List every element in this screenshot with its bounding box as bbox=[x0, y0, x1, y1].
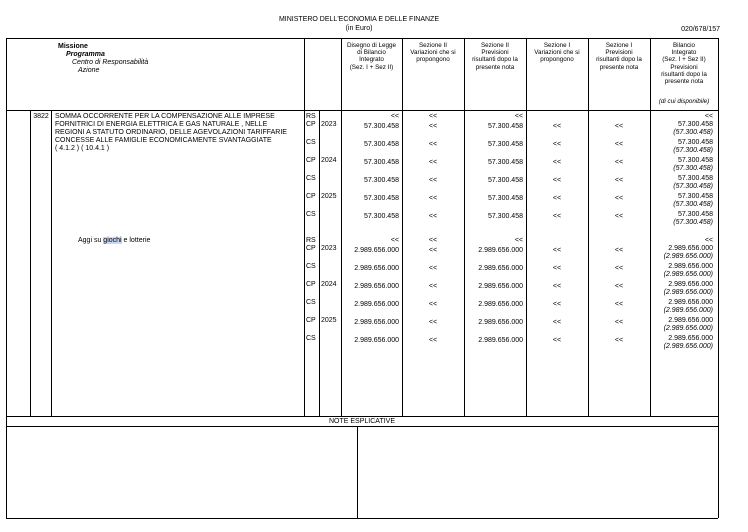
cell-sez1-previsioni: << bbox=[614, 283, 624, 290]
cell-sez2-previsioni: << bbox=[514, 113, 523, 120]
cell-disegno: 57.300.458 bbox=[363, 159, 399, 166]
cell-disegno: 2.989.656.000 bbox=[354, 337, 399, 344]
cell-disegno: 57.300.458 bbox=[363, 141, 399, 148]
cell-sez2-variazioni: << bbox=[428, 123, 438, 130]
cell-bilancio: << bbox=[704, 113, 713, 120]
cell-bilancio: 57.300.458 bbox=[677, 157, 713, 164]
cell-bilancio-disponibile: (57.300.458) bbox=[673, 201, 713, 208]
cell-sez1-previsioni: << bbox=[614, 123, 624, 130]
cell-bilancio: 57.300.458 bbox=[677, 139, 713, 146]
cell-bilancio: 57.300.458 bbox=[677, 211, 713, 218]
cell-sez1-variazioni: << bbox=[552, 319, 562, 326]
cell-bilancio-disponibile: (57.300.458) bbox=[673, 129, 713, 136]
cell-bilancio-disponibile: (57.300.458) bbox=[673, 147, 713, 154]
cell-bilancio: 2.989.656.000 bbox=[668, 263, 713, 270]
col-divider bbox=[402, 38, 403, 416]
cell-disegno: << bbox=[390, 113, 399, 120]
cell-sez1-previsioni: << bbox=[614, 337, 624, 344]
cell-sez1-variazioni: << bbox=[552, 213, 562, 220]
cell-sez2-previsioni: 2.989.656.000 bbox=[478, 283, 523, 290]
table-top-border bbox=[6, 38, 718, 39]
currency-unit: (in Euro) bbox=[345, 25, 373, 32]
row-type-label: CP bbox=[306, 245, 316, 252]
header-sez2-variazioni: Sezione II Variazioni che si propongono bbox=[410, 42, 456, 64]
cell-bilancio-disponibile: (2.989.656.000) bbox=[663, 325, 713, 332]
cell-sez1-variazioni: << bbox=[552, 283, 562, 290]
cell-sez2-previsioni: 57.300.458 bbox=[487, 195, 523, 202]
row-type-label: CS bbox=[306, 335, 316, 342]
row-year: 2024 bbox=[321, 157, 337, 164]
col-divider bbox=[304, 38, 305, 416]
col-divider bbox=[526, 38, 527, 416]
cell-bilancio: 2.989.656.000 bbox=[668, 335, 713, 342]
row-year: 2023 bbox=[321, 245, 337, 252]
cell-sez1-variazioni: << bbox=[552, 177, 562, 184]
row-type-label: CP bbox=[306, 281, 316, 288]
chapter-description: SOMMA OCCORRENTE PER LA COMPENSAZIONE ALLE IMPRESE FORNITRICI DI ENERGIA ELETTRICA E GAS NATURALE , NELLE REGIONI A STATUTO ORDINARIO, DELLE AGEVOLAZIONI TARIFFARIE CONCESSE ALLE FAMIGLIE ECONOMICAMENTE SVANTAGGIATE ( 4.1.2 ) ( 10.4.1 ) bbox=[55, 113, 287, 152]
cell-sez2-variazioni: << bbox=[428, 265, 438, 272]
row-year: 2023 bbox=[321, 121, 337, 128]
header-disegno: Disegno di Legge di Bilancio Integrato (Sez. I + Sez II) bbox=[346, 42, 396, 71]
cell-sez1-variazioni: << bbox=[552, 159, 562, 166]
row-year: 2025 bbox=[321, 317, 337, 324]
cell-bilancio-disponibile: (57.300.458) bbox=[673, 219, 713, 226]
search-highlight: giochi bbox=[103, 237, 122, 244]
header-disponibile: (di cui disponibile) bbox=[658, 98, 710, 105]
notes-title: NOTE ESPLICATIVE bbox=[329, 418, 395, 425]
cell-sez1-previsioni: << bbox=[614, 195, 624, 202]
cell-sez1-previsioni: << bbox=[614, 247, 624, 254]
col-divider bbox=[30, 110, 31, 416]
header-sez1-variazioni: Sezione I Variazioni che si propongono bbox=[534, 42, 580, 64]
right-border bbox=[718, 38, 719, 518]
row-type-label: CS bbox=[306, 175, 316, 182]
ministry-title: MINISTERO DELL'ECONOMIA E DELLE FINANZE bbox=[278, 16, 440, 23]
chapter-number: 3822 bbox=[33, 113, 49, 120]
header-centro: Centro di Responsabilità bbox=[72, 59, 149, 66]
row-year: 2025 bbox=[321, 193, 337, 200]
cell-bilancio: 57.300.458 bbox=[677, 175, 713, 182]
cell-disegno: 2.989.656.000 bbox=[354, 283, 399, 290]
cell-bilancio-disponibile: (2.989.656.000) bbox=[663, 289, 713, 296]
row-type-label: CP bbox=[306, 193, 316, 200]
header-sez1-previsioni: Sezione I Previsioni risultanti dopo la presente nota bbox=[596, 42, 642, 71]
cell-sez2-variazioni: << bbox=[428, 301, 438, 308]
cell-bilancio-disponibile: (57.300.458) bbox=[673, 183, 713, 190]
cell-sez2-variazioni: << bbox=[428, 159, 438, 166]
header-bottom-border bbox=[6, 110, 718, 111]
cell-sez1-previsioni: << bbox=[614, 213, 624, 220]
header-missione: Missione bbox=[58, 43, 88, 50]
row-type-label: RS bbox=[306, 237, 316, 244]
cell-sez1-variazioni: << bbox=[552, 195, 562, 202]
cell-bilancio: 2.989.656.000 bbox=[668, 299, 713, 306]
col-divider bbox=[51, 110, 52, 416]
cell-sez1-previsioni: << bbox=[614, 265, 624, 272]
body-bottom-border bbox=[6, 416, 718, 417]
col-divider bbox=[588, 38, 589, 416]
cell-bilancio-disponibile: (2.989.656.000) bbox=[663, 343, 713, 350]
cell-sez2-previsioni: 2.989.656.000 bbox=[478, 337, 523, 344]
cell-sez2-previsioni: 57.300.458 bbox=[487, 159, 523, 166]
cell-sez2-previsioni: 57.300.458 bbox=[487, 123, 523, 130]
cell-sez2-variazioni: << bbox=[428, 283, 438, 290]
header-sez2-previsioni: Sezione II Previsioni risultanti dopo la presente nota bbox=[472, 42, 518, 71]
col-divider bbox=[464, 38, 465, 416]
row-year: 2024 bbox=[321, 281, 337, 288]
cell-sez2-variazioni: << bbox=[428, 141, 438, 148]
cell-sez2-variazioni: << bbox=[428, 177, 438, 184]
cell-bilancio-disponibile: (2.989.656.000) bbox=[663, 253, 713, 260]
cell-sez1-previsioni: << bbox=[614, 177, 624, 184]
notes-right-area bbox=[358, 427, 718, 518]
cell-sez1-previsioni: << bbox=[614, 159, 624, 166]
notes-left-area bbox=[6, 427, 357, 518]
cell-sez2-variazioni: << bbox=[428, 247, 438, 254]
row-type-label: CS bbox=[306, 211, 316, 218]
row-type-label: CP bbox=[306, 121, 316, 128]
cell-bilancio-disponibile: (57.300.458) bbox=[673, 165, 713, 172]
document-code: 020/678/157 bbox=[681, 26, 720, 33]
cell-sez1-variazioni: << bbox=[552, 337, 562, 344]
cell-disegno: 2.989.656.000 bbox=[354, 301, 399, 308]
cell-sez1-previsioni: << bbox=[614, 301, 624, 308]
cell-sez2-previsioni: 57.300.458 bbox=[487, 177, 523, 184]
cell-disegno: 57.300.458 bbox=[363, 213, 399, 220]
row-type-label: RS bbox=[306, 113, 316, 120]
cell-sez2-previsioni: 2.989.656.000 bbox=[478, 301, 523, 308]
col-divider bbox=[341, 38, 342, 416]
row-type-label: CS bbox=[306, 299, 316, 306]
cell-sez2-variazioni: << bbox=[428, 337, 438, 344]
cell-sez2-previsioni: 57.300.458 bbox=[487, 213, 523, 220]
cell-sez2-variazioni: << bbox=[428, 319, 438, 326]
row-type-label: CS bbox=[306, 139, 316, 146]
row-type-label: CS bbox=[306, 263, 316, 270]
row-type-label: CP bbox=[306, 317, 316, 324]
table-bottom-border bbox=[6, 518, 718, 519]
cell-sez1-variazioni: << bbox=[552, 141, 562, 148]
cell-sez2-variazioni: << bbox=[428, 237, 438, 244]
header-programma: Programma bbox=[66, 51, 105, 58]
cell-sez2-previsioni: 2.989.656.000 bbox=[478, 319, 523, 326]
cell-disegno: 2.989.656.000 bbox=[354, 247, 399, 254]
cell-sez2-previsioni: 2.989.656.000 bbox=[478, 265, 523, 272]
cell-bilancio: 57.300.458 bbox=[677, 121, 713, 128]
cell-sez2-variazioni: << bbox=[428, 213, 438, 220]
cell-sez1-variazioni: << bbox=[552, 247, 562, 254]
cell-sez1-previsioni: << bbox=[614, 141, 624, 148]
col-divider bbox=[650, 38, 651, 416]
cell-disegno: 57.300.458 bbox=[363, 177, 399, 184]
header-azione: Azione bbox=[78, 67, 100, 74]
cell-bilancio: 57.300.458 bbox=[677, 193, 713, 200]
header-bilancio: Bilancio Integrato (Sez. I + Sez II) Previsioni risultanti dopo la presente nota bbox=[661, 42, 707, 86]
cell-sez1-previsioni: << bbox=[614, 319, 624, 326]
cell-sez1-variazioni: << bbox=[552, 265, 562, 272]
cell-disegno: 57.300.458 bbox=[363, 123, 399, 130]
cell-disegno: 2.989.656.000 bbox=[354, 319, 399, 326]
cell-bilancio: << bbox=[704, 237, 713, 244]
cell-sez2-previsioni: 2.989.656.000 bbox=[478, 247, 523, 254]
cell-disegno: << bbox=[390, 237, 399, 244]
cell-sez1-variazioni: << bbox=[552, 123, 562, 130]
cell-bilancio: 2.989.656.000 bbox=[668, 317, 713, 324]
row-type-label: CP bbox=[306, 157, 316, 164]
cell-disegno: 2.989.656.000 bbox=[354, 265, 399, 272]
cell-sez2-variazioni: << bbox=[428, 113, 438, 120]
revenue-label: Aggi su giochi e lotterie bbox=[78, 237, 151, 244]
cell-bilancio: 2.989.656.000 bbox=[668, 281, 713, 288]
cell-sez1-variazioni: << bbox=[552, 301, 562, 308]
cell-sez2-previsioni: << bbox=[514, 237, 523, 244]
cell-disegno: 57.300.458 bbox=[363, 195, 399, 202]
cell-bilancio-disponibile: (2.989.656.000) bbox=[663, 307, 713, 314]
cell-sez2-previsioni: 57.300.458 bbox=[487, 141, 523, 148]
cell-bilancio: 2.989.656.000 bbox=[668, 245, 713, 252]
cell-sez2-variazioni: << bbox=[428, 195, 438, 202]
cell-bilancio-disponibile: (2.989.656.000) bbox=[663, 271, 713, 278]
